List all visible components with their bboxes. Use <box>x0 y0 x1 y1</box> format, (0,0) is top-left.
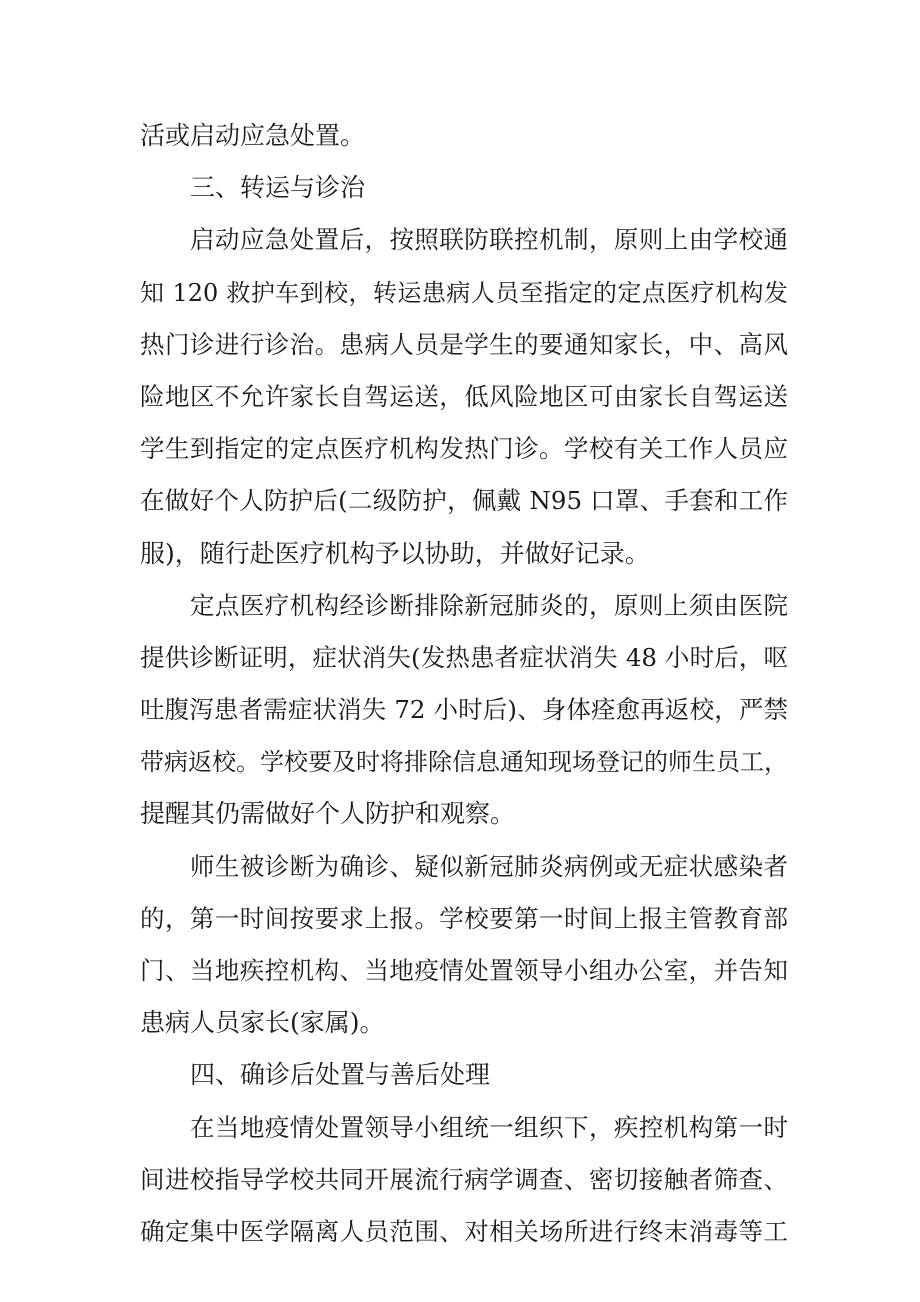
paragraph-line: 患病人员家长(家属)。 <box>140 1008 385 1038</box>
paragraph-line: 知 120 救护车到校，转运患病人员至指定的定点医疗机构发 <box>140 278 788 307</box>
paragraph-line: 门、当地疾控机构、当地疫情处置领导小组办公室，并告知 <box>140 956 788 985</box>
section-heading: 四、确诊后处置与善后处理 <box>190 1060 491 1090</box>
paragraph-line: 带病返校。学校要及时将排除信息通知现场登记的师生员工， <box>140 748 788 777</box>
paragraph-line: 吐腹泻患者需症状消失 72 小时后)、身体痊愈再返校，严禁 <box>140 695 788 725</box>
section-heading: 三、转运与诊治 <box>190 173 366 203</box>
paragraph-line: 的，第一时间按要求上报。学校要第一时间上报主管教育部 <box>140 903 788 933</box>
paragraph-line: 服)，随行赴医疗机构予以协助，并做好记录。 <box>140 538 650 568</box>
paragraph-line: 定点医疗机构经诊断排除新冠肺炎的，原则上须由医院 <box>190 590 788 620</box>
paragraph-line: 提醒其仍需做好个人防护和观察。 <box>140 799 516 829</box>
paragraph-line: 确定集中医学隔离人员范围、对相关场所进行终末消毒等工 <box>140 1216 788 1246</box>
paragraph-line: 提供诊断证明，症状消失(发热患者症状消失 48 小时后，呕 <box>140 642 788 672</box>
document-page <box>140 110 788 1258</box>
paragraph-line: 热门诊进行诊治。患病人员是学生的要通知家长，中、高风 <box>140 329 788 359</box>
paragraph-line: 间进校指导学校共同开展流行病学调查、密切接触者筛查、 <box>140 1164 788 1194</box>
text-line: 活或启动应急处置。 <box>140 121 366 150</box>
paragraph-line: 险地区不允许家长自驾运送，低风险地区可由家长自驾运送 <box>140 381 788 411</box>
paragraph-line: 师生被诊断为确诊、疑似新冠肺炎病例或无症状感染者 <box>190 851 788 881</box>
paragraph-line: 在当地疫情处置领导小组统一组织下，疾控机构第一时 <box>190 1112 788 1142</box>
paragraph-line: 学生到指定的定点医疗机构发热门诊。学校有关工作人员应 <box>140 434 788 464</box>
paragraph-line: 启动应急处置后，按照联防联控机制，原则上由学校通 <box>190 225 788 255</box>
paragraph-line: 在做好个人防护后(二级防护，佩戴 N95 口罩、手套和工作 <box>140 486 788 516</box>
